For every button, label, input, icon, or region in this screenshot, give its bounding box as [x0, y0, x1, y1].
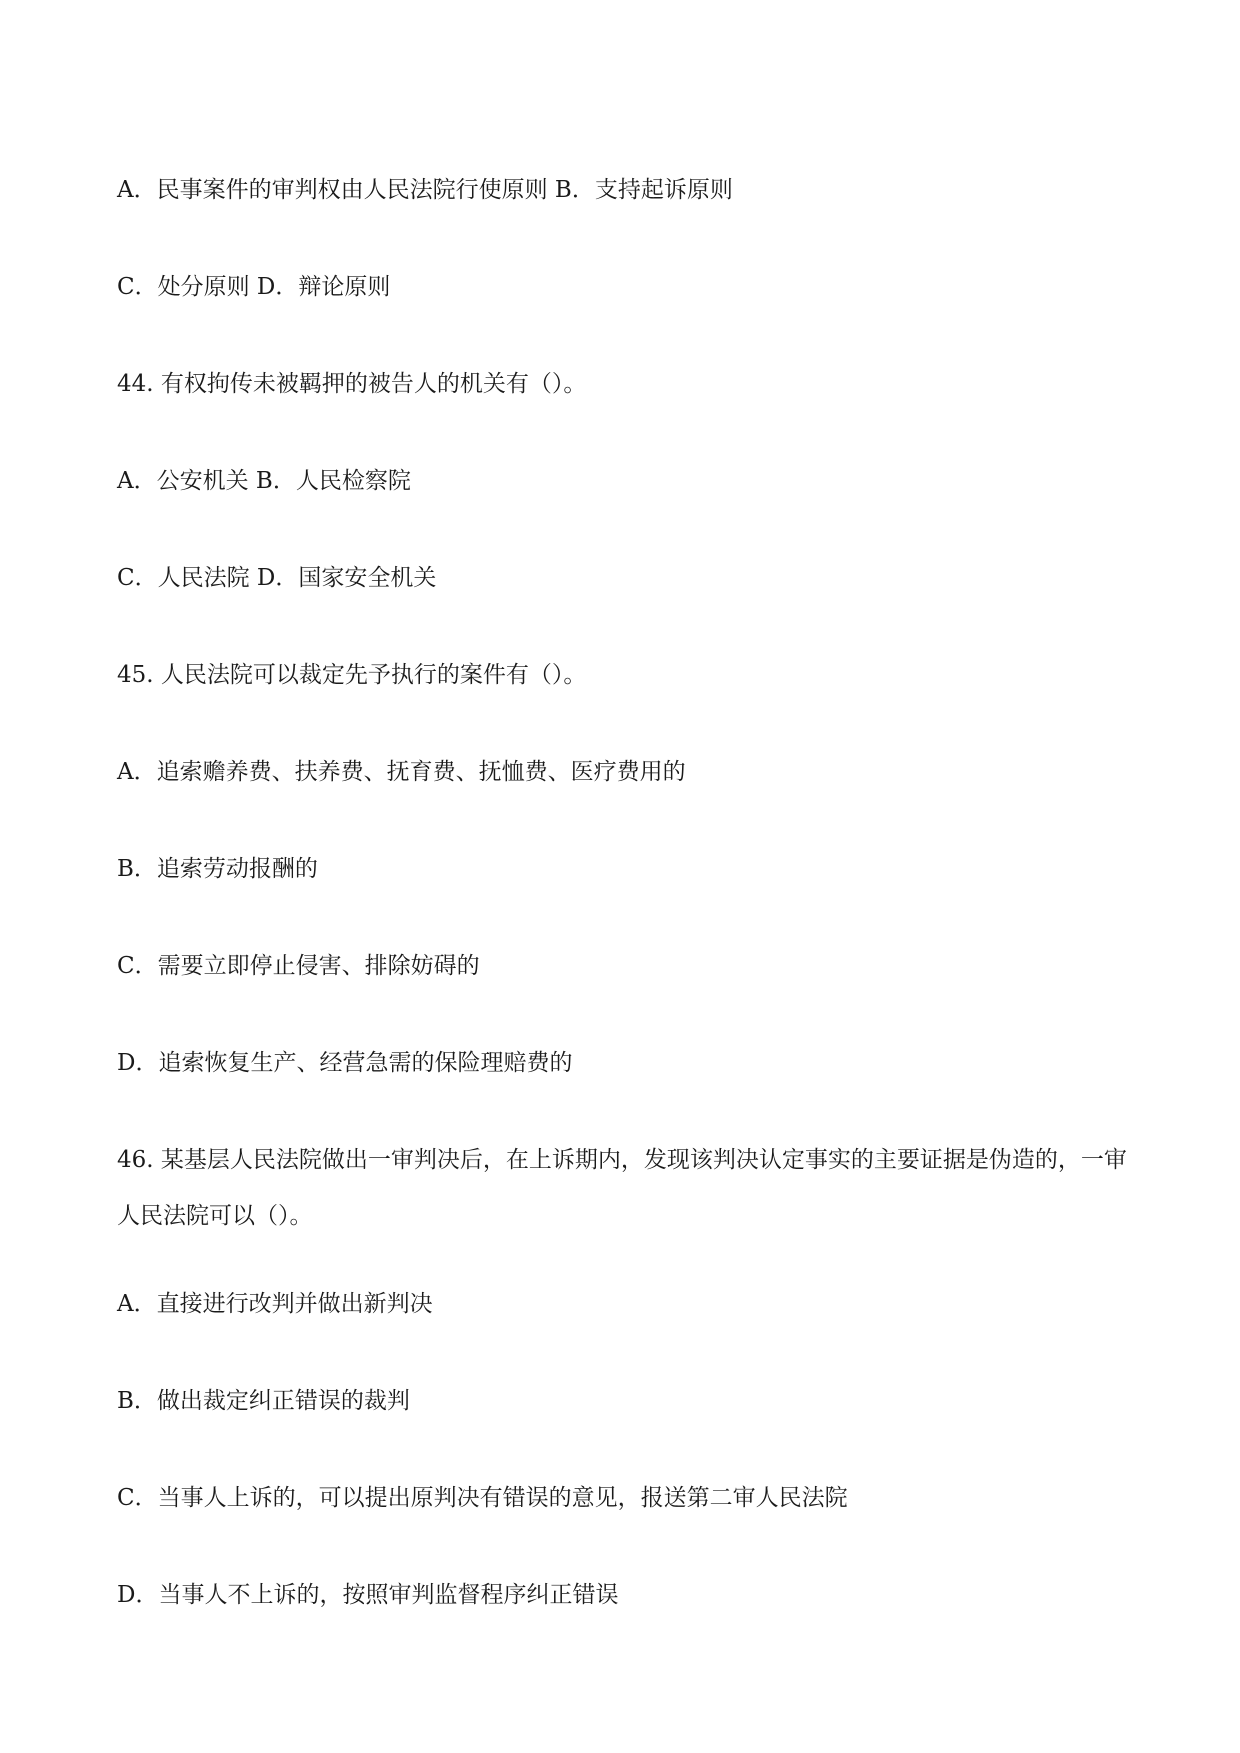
q43-options-ab: A．民事案件的审判权由人民法院行使原则 B．支持起诉原则 — [117, 177, 733, 203]
q46-option-d: D．当事人不上诉的，按照审判监督程序纠正错误 — [117, 1582, 619, 1608]
q46-option-a: A．直接进行改判并做出新判决 — [117, 1291, 433, 1317]
question-46: 46. 某基层人民法院做出一审判决后，在上诉期内，发现该判决认定事实的主要证据是伪造的，一审人民法院可以（）。 — [117, 1147, 1127, 1229]
q45-option-d: D．追索恢复生产、经营急需的保险理赔费的 — [117, 1050, 573, 1076]
q44-options-cd: C．人民法院 D．国家安全机关 — [117, 565, 437, 591]
q46-option-c: C．当事人上诉的，可以提出原判决有错误的意见，报送第二审人民法院 — [117, 1485, 848, 1511]
q43-options-cd: C．处分原则 D．辩论原则 — [117, 274, 391, 300]
q45-option-a: A．追索赡养费、扶养费、抚育费、抚恤费、医疗费用的 — [117, 759, 686, 785]
q46-option-b: B．做出裁定纠正错误的裁判 — [117, 1388, 410, 1414]
q44-options-ab: A．公安机关 B．人民检察院 — [117, 468, 411, 494]
q45-option-c: C．需要立即停止侵害、排除妨碍的 — [117, 953, 480, 979]
question-44: 44. 有权拘传未被羁押的被告人的机关有（）。 — [117, 371, 587, 397]
q45-option-b: B．追索劳动报酬的 — [117, 856, 318, 882]
question-45: 45. 人民法院可以裁定先予执行的案件有（）。 — [117, 662, 587, 688]
